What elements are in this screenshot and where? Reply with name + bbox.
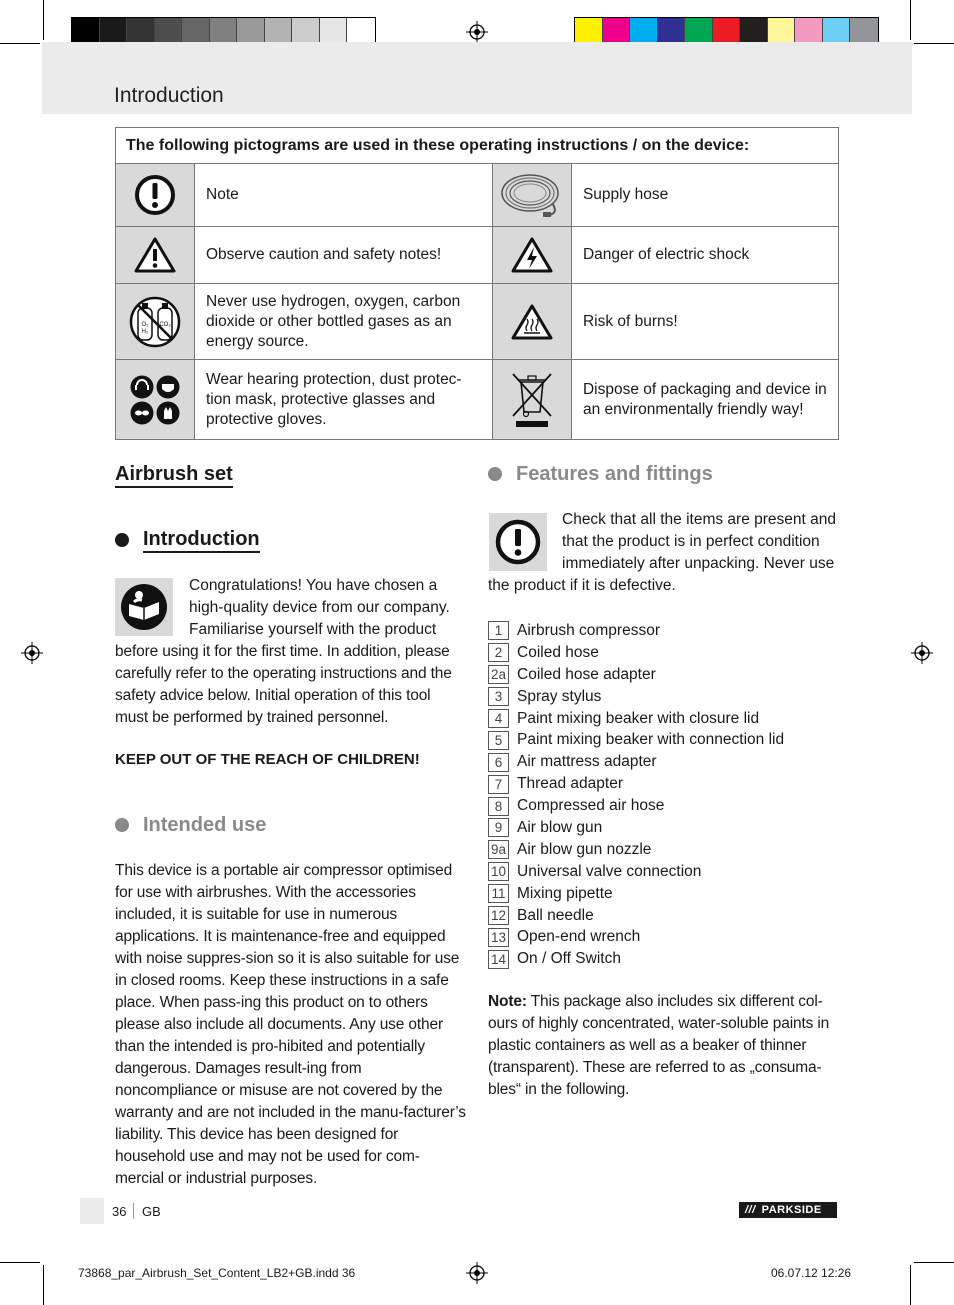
part-number-badge: 10 xyxy=(488,862,509,881)
part-label: Coiled hose xyxy=(517,643,599,661)
part-label: Universal valve connection xyxy=(517,862,702,880)
pictogram-label: Never use hydrogen, oxygen, carbon dioxide or other bottled gases as an energy source. xyxy=(195,284,493,360)
intro-paragraph-line: high-quality device from our company. xyxy=(189,599,450,616)
check-paragraph-line: immediately after unpacking. Never use xyxy=(562,555,835,572)
crop-mark xyxy=(43,1265,44,1305)
part-number-badge: 9a xyxy=(488,840,509,859)
note-text: This package also includes six different col-ours of highly concentrated, water-soluble paints in plastic containers as well as a beaker of thinner (transparent). These are referred to as „consuma-bles“ in the following. xyxy=(488,993,830,1098)
part-label: Air blow gun xyxy=(517,818,603,836)
parts-list-item xyxy=(488,817,784,839)
slug-filename: 73868_par_Airbrush_Set_Content_LB2+GB.indd 36 xyxy=(78,1266,356,1280)
intro-paragraph-line: Familiarise yourself with the product xyxy=(189,621,437,638)
intended-use-paragraph: This device is a portable air compressor optimised for use with airbrushes. With the accessories included, it is suitable for use in numerous applications. It is maintenance-free and equipped with noise suppres-sion so it is also suitable for use in closed rooms. Keep these instructions in a safe place. When pass-ing this product on to others please also include all documents. Any use other than the intended is pro-hibited and potentially dangerous. Damages result-ing from noncompliance or misuse are not covered by the warranty and are not included in the manu-facturer’s liability. This device has been designed for household use and may not be used for com-mercial or industrial purposes. xyxy=(115,862,466,1187)
part-number-badge: 14 xyxy=(488,950,509,969)
introduction-heading xyxy=(115,527,260,553)
no-gas-bottles-icon xyxy=(116,284,195,360)
features-heading-text: Features and fittings xyxy=(516,463,713,485)
supply-hose-icon xyxy=(492,164,571,227)
intro-paragraph-line: Congratulations! You have chosen a xyxy=(189,577,438,594)
bullet-dot xyxy=(115,818,129,832)
intended-use-heading xyxy=(115,812,266,838)
crop-mark xyxy=(0,43,40,44)
pictogram-label: Observe caution and safety notes! xyxy=(195,227,493,284)
parts-list-item xyxy=(488,664,784,686)
parts-list-item xyxy=(488,708,784,730)
registration-mark-icon xyxy=(911,642,933,664)
check-paragraph-line: the product if it is defective. xyxy=(488,577,676,594)
part-label: Ball needle xyxy=(517,906,594,924)
svg-text:O₂: O₂ xyxy=(141,321,149,328)
part-number-badge: 9 xyxy=(488,818,509,837)
parts-list-item xyxy=(488,883,784,905)
part-label: Paint mixing beaker with closure lid xyxy=(517,709,760,727)
note-paragraph xyxy=(488,991,838,1101)
exclamation-circle-icon xyxy=(116,164,195,227)
pictogram-label: Note xyxy=(195,164,493,227)
parts-list-item xyxy=(488,620,784,642)
part-label: Spray stylus xyxy=(517,687,602,705)
introduction-heading-text: Introduction xyxy=(143,527,260,553)
footer-divider xyxy=(133,1203,134,1219)
part-number-badge: 8 xyxy=(488,797,509,816)
hot-surface-icon xyxy=(492,284,571,360)
part-number-badge: 1 xyxy=(488,621,509,640)
check-paragraph-line: that the product is in perfect condition xyxy=(562,533,820,550)
brand-name: PARKSIDE xyxy=(761,1204,822,1216)
parts-list-item xyxy=(488,795,784,817)
intended-use-heading-text: Intended use xyxy=(143,814,267,836)
crop-mark xyxy=(0,1262,40,1263)
part-label: Compressed air hose xyxy=(517,797,665,815)
pictogram-label: Supply hose xyxy=(571,164,838,227)
exclamation-circle-icon xyxy=(489,513,547,571)
page-title: Introduction xyxy=(114,84,224,107)
pictogram-label: Risk of burns! xyxy=(571,284,838,360)
parts-list-item xyxy=(488,861,784,883)
crop-mark xyxy=(914,1262,954,1263)
pictogram-label: Danger of electric shock xyxy=(571,227,838,284)
pictogram-label: Dispose of packaging and device in an environmentally friendly way! xyxy=(571,360,838,440)
part-label: Air blow gun nozzle xyxy=(517,840,652,858)
part-label: On / Off Switch xyxy=(517,950,621,968)
parts-list-item xyxy=(488,773,784,795)
crop-mark xyxy=(914,43,954,44)
part-number-badge: 3 xyxy=(488,687,509,706)
parts-list-item xyxy=(488,729,784,751)
part-number-badge: 5 xyxy=(488,731,509,750)
brand-logo xyxy=(739,1202,837,1218)
pictogram-label: Wear hearing protection, dust protec-tion mask, protective glasses and protective gloves. xyxy=(195,360,493,440)
part-number-badge: 12 xyxy=(488,906,509,925)
part-label: Mixing pipette xyxy=(517,884,613,902)
brand-slashes: /// xyxy=(745,1204,756,1216)
bullet-dot xyxy=(488,467,502,481)
registration-mark-icon xyxy=(466,1262,488,1284)
note-label: Note: xyxy=(488,993,527,1010)
part-number-badge: 4 xyxy=(488,709,509,728)
part-label: Coiled hose adapter xyxy=(517,665,656,683)
registration-mark-icon xyxy=(21,642,43,664)
page-number: 36 xyxy=(112,1204,127,1219)
language-code: GB xyxy=(142,1204,161,1219)
crop-mark xyxy=(910,0,911,40)
crossed-bin-icon xyxy=(492,360,571,440)
svg-text:H₂: H₂ xyxy=(141,328,149,335)
crop-mark xyxy=(910,1265,911,1305)
part-number-badge: 6 xyxy=(488,753,509,772)
parts-list-item xyxy=(488,642,784,664)
part-number-badge: 2a xyxy=(488,665,509,684)
parts-list-item xyxy=(488,751,784,773)
parts-list-item xyxy=(488,926,784,948)
part-label: Thread adapter xyxy=(517,775,623,793)
bullet-dot xyxy=(115,533,129,547)
read-manual-icon xyxy=(115,578,173,636)
part-number-badge: 13 xyxy=(488,928,509,947)
part-number-badge: 7 xyxy=(488,775,509,794)
crop-mark xyxy=(43,0,44,40)
pictogram-table xyxy=(115,127,839,440)
electric-shock-icon xyxy=(492,227,571,284)
page-number-box xyxy=(80,1198,104,1224)
warning-triangle-icon xyxy=(116,227,195,284)
check-paragraph-line: Check that all the items are present and xyxy=(562,511,836,528)
section-title: Airbrush set xyxy=(115,462,233,488)
svg-text:CO₂: CO₂ xyxy=(159,321,171,328)
part-label: Air mattress adapter xyxy=(517,753,657,771)
part-label: Open-end wrench xyxy=(517,928,641,946)
child-safety-warning: KEEP OUT OF THE REACH OF CHILDREN! xyxy=(115,751,420,768)
protective-equipment-icon xyxy=(116,360,195,440)
features-heading xyxy=(488,461,713,487)
slug-timestamp: 06.07.12 12:26 xyxy=(771,1266,852,1280)
parts-list-item xyxy=(488,905,784,927)
part-label: Airbrush compressor xyxy=(517,621,660,639)
parts-list-item xyxy=(488,686,784,708)
parts-list-item xyxy=(488,839,784,861)
part-number-badge: 2 xyxy=(488,643,509,662)
pictogram-table-heading: The following pictograms are used in these operating instructions / on the device: xyxy=(116,128,839,164)
registration-mark-icon xyxy=(466,21,488,43)
parts-list-item xyxy=(488,948,784,970)
part-number-badge: 11 xyxy=(488,884,509,903)
part-label: Paint mixing beaker with connection lid xyxy=(517,731,785,749)
intro-paragraph: before using it for the first time. In addition, please carefully refer to the operating instructions and the safety advice below. Initial operation of this tool must be performed by trained personnel. xyxy=(115,643,452,726)
parts-list xyxy=(488,620,784,970)
